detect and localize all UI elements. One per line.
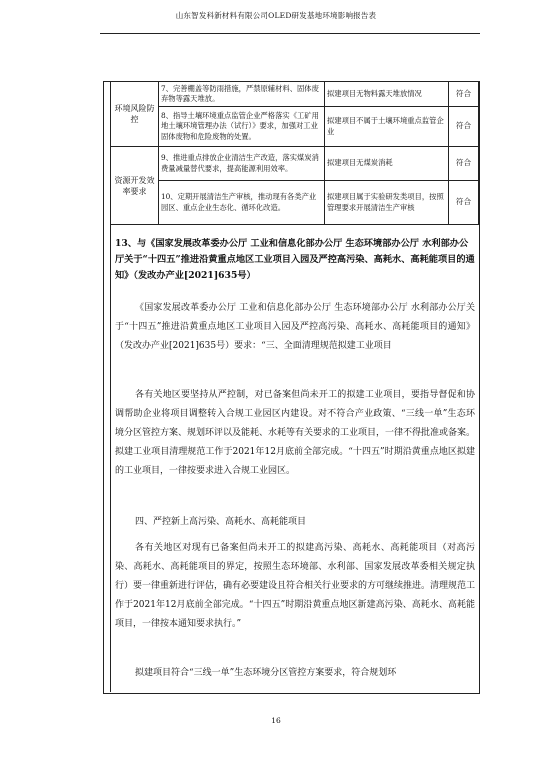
table-row	[111, 147, 479, 181]
project-cell: 拟建项目不属于土壤环境重点监管企业	[325, 107, 449, 147]
result-cell: 符合	[449, 107, 479, 147]
subheading: 四、严控新上高污染、高耗水、高耗能项目	[135, 517, 307, 527]
project-cell: 拟建项目无物料露天堆放情况	[325, 82, 449, 107]
result-cell: 符合	[449, 181, 479, 225]
paragraph: 《国家发展改革委办公厅 工业和信息化部办公厅 生态环境部办公厅 水利部办公厅关于“十四五”推进沿黄重点地区工业项目入园及严控高污染、高耗水、高耗能项目的通知》（发改办产业[2021]635号）要求：“三、全面清理规范拟建工业项目	[115, 303, 475, 351]
header-divider	[100, 33, 480, 34]
table-row	[111, 181, 479, 225]
result-cell: 符合	[449, 82, 479, 107]
page-number: 16	[271, 716, 281, 725]
section-heading: 13、与《国家发展改革委办公厅 工业和信息化部办公厅 生态环境部办公厅 水利部办公厅关于“十四五”推进沿黄重点地区工业项目入园及严控高污染、高耗水、高耗能项目的通知》（发改办产业[2021]635号）	[115, 238, 475, 281]
project-cell: 拟建项目属于实验研发类项目，按照管理要求开展清洁生产审核	[325, 181, 449, 225]
document-header: 山东智发科新材料有限公司OLED研发基地环境影响报告表	[175, 11, 377, 20]
requirement-cell: 10、定期开展清洁生产审核，推动现有各类产业园区、重点企业生态化、循环化改造。	[159, 181, 325, 225]
paragraph: 各有关地区对现有已备案但尚未开工的拟建高污染、高耗水、高耗能项目（对高污染、高耗水、高耗能项目的界定，按照生态环境部、水利部、国家发展改革委相关规定执行）要一律重新进行评估，确有必要建设且符合相关行业要求的方可继续推进。清理规范工作于2021年12月底前全部完成。“十四五”时期沿黄重点地区新建高污染、高耗水、高耗能项目，一律按本通知要求执行。”	[115, 543, 476, 629]
paragraph: 各有关地区要坚持从严控制，对已备案但尚未开工的拟建工业项目，要指导督促和协调帮助企业将项目调整转入合规工业园区内建设。对不符合产业政策、“三线一单”生态环境分区管控方案、规划环评以及能耗、水耗等有关要求的工业项目，一律不得批准或备案。拟建工业项目清理规范工作于2021年12月底前全部完成。“十四五”时期沿黄重点地区拟建的工业项目，一律按要求进入合规工业园区。	[115, 390, 476, 476]
requirement-cell: 7、完善棚盖等防雨措施，严禁原辅材料、固体废弃物等露天堆放。	[159, 82, 325, 107]
requirement-cell: 9、推进重点排放企业清洁生产改造，落实煤炭消费量减量替代要求，提高能源利用效率。	[159, 147, 325, 181]
paragraph: 拟建项目符合“三线一单”生态环境分区管控方案要求，符合规划环	[135, 668, 397, 678]
table-row	[111, 107, 479, 147]
requirement-cell: 8、指导土壤环境重点监管企业严格落实《工矿用地土壤环境管理办法（试行）》要求，加强对工业固体废物和危险废物的处置。	[159, 107, 325, 147]
table-row	[111, 82, 479, 107]
project-cell: 拟建项目无煤炭消耗	[325, 147, 449, 181]
category-cell: 资源开发效率要求	[111, 147, 159, 225]
category-cell: 环境风险防控	[111, 82, 159, 147]
result-cell: 符合	[449, 147, 479, 181]
compliance-table	[110, 81, 479, 225]
